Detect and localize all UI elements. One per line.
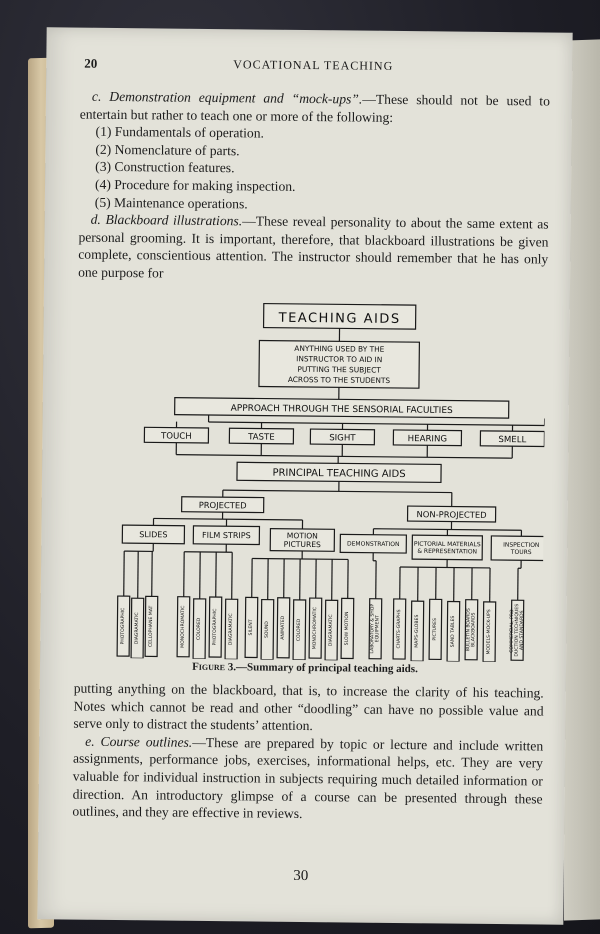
- leaf-label: EQUIPMENT: [375, 615, 381, 643]
- diagram-svg: [68, 296, 546, 663]
- leaf-label: MODELS-MOCK-UPS: [486, 609, 493, 655]
- sense-label: TASTE: [248, 432, 275, 443]
- connector-line: [176, 455, 512, 459]
- section-d-paragraph: [78, 211, 549, 286]
- header-page-number: 20: [84, 55, 98, 71]
- leaf-label: DIAGRAMATIC: [328, 614, 335, 647]
- leaf-label: DIAGRAMATIC: [134, 612, 141, 645]
- leaf-label: SLOW MOTION: [344, 611, 351, 646]
- leaf-label: PICTURES: [432, 618, 439, 641]
- footer-page-number: 30: [293, 867, 309, 885]
- leaf-label: COLORED: [196, 617, 203, 641]
- leaf-label: PHOTOGRAPHIC: [120, 607, 127, 645]
- continuation-paragraph: putting anything on the blackboard, that is, to increase the clarity of his teaching. Notes which cannot be read and other “doodling” can have no possible value and serve only to distract the students’ attention.: [73, 680, 544, 734]
- projected-group-label: PICTURES: [283, 539, 321, 550]
- connector-line: [400, 567, 490, 568]
- list-item: (1) Fundamentals of operation.: [95, 123, 265, 141]
- section-c-list: [79, 123, 550, 216]
- connector-line: [184, 552, 232, 553]
- leaf-label: [134, 612, 140, 644]
- section-c-heading: c. Demonstration equipment and “mock-ups”.: [91, 88, 363, 107]
- connector-line: [223, 490, 452, 492]
- sense-label: TOUCH: [160, 431, 192, 442]
- section-c-body: —These should not be used to entertain but rather to teach one or more of the following:: [79, 91, 551, 125]
- leaf-label: DUCTION TECHNIQUES: [514, 603, 521, 657]
- upper-text: [78, 88, 550, 286]
- projected-group-label: SLIDES: [139, 530, 168, 540]
- leaf-label: PHOTOGRAPHIC: [212, 608, 219, 646]
- section-d-body: —These reveal personality to about the same extent as personal grooming. It is important, therefore, that blackboard illustrations be given complete, conscientious attention. The instructor should remember that he has only one purpose for: [78, 213, 549, 281]
- section-d-heading: d. Blackboard illustrations.: [90, 211, 243, 229]
- figure-caption: [68, 660, 542, 677]
- projected-group-label: FILM STRIPS: [201, 530, 251, 541]
- running-head: [84, 56, 542, 81]
- diagram-title: TEACHING AIDS: [278, 310, 401, 327]
- projected-group-label: MOTION: [286, 531, 318, 541]
- leaf-label: BLACKBOARDS: [471, 612, 477, 648]
- leaf-label: CELLOPHANE MAT: [148, 605, 155, 648]
- leaf-label: COLORED: [296, 618, 303, 642]
- non-projected-group-label: TOURS: [510, 548, 532, 557]
- list-item: (5) Maintenance operations.: [94, 194, 248, 211]
- non-projected-group-label: PICTORIAL MATERIALS: [413, 540, 481, 549]
- figure-caption-text: —Summary of principal teaching aids.: [235, 661, 418, 676]
- definition-text: PUTTING THE SUBJECT: [297, 364, 381, 375]
- figure-label: Figure 3.: [192, 660, 237, 674]
- sense-label: HEARING: [407, 434, 448, 445]
- leaf-label: ANIMATED: [280, 615, 287, 640]
- connector-line: [154, 518, 303, 520]
- connector-line: [209, 422, 545, 426]
- sense-label: SIGHT: [329, 433, 356, 444]
- projected-label: PROJECTED: [198, 499, 247, 511]
- leaf-label: BULLETIN BOARDS: [466, 608, 472, 652]
- section-e-body: —These are prepared by topic or lecture and include written assignments, performance jobs, exercises, informational helps, etc. They are very valuable for individual instruction in subjects requiring much detailed information or direction. An introductory glimpse of a course can be presented through these outlines, and they are effective in reviews.: [72, 734, 544, 822]
- leaf-label: SILENT: [248, 619, 254, 636]
- definition-text: ANYTHING USED BY THE: [294, 343, 385, 354]
- non-projected-group-label: & REPRESENTATION: [417, 547, 478, 556]
- leaf-label: MONOCHROMATIC: [180, 605, 187, 648]
- leaf-label: MAPS-GLOBES: [414, 614, 421, 648]
- leaf-label: SAND TABLES: [450, 615, 457, 648]
- list-item: (4) Procedure for making inspection.: [94, 176, 296, 194]
- running-title: VOCATIONAL TEACHING: [233, 57, 394, 73]
- book-page: [37, 27, 572, 924]
- non-projected-group-label: DEMONSTRATION: [347, 540, 400, 549]
- teaching-aids-diagram: [68, 296, 546, 663]
- section-e-paragraph: [72, 732, 543, 825]
- non-projected-group-label: INSPECTION: [503, 541, 540, 549]
- principal-label: PRINCIPAL TEACHING AIDS: [272, 467, 406, 481]
- leaf-label: MONOCHROMATIC: [312, 606, 319, 650]
- leaf-label: LABORATORY & SHOP: [370, 603, 376, 654]
- section-e-heading: e. Course outlines.: [85, 733, 193, 750]
- leaf-label: SOUND: [264, 621, 270, 639]
- list-item: (2) Nomenclature of parts.: [95, 141, 240, 159]
- section-c-paragraph: [80, 88, 550, 128]
- approach-label: APPROACH THROUGH THE SENSORIAL FACULTIES: [230, 403, 453, 417]
- lower-text: [72, 680, 543, 826]
- sense-label: SMELL: [498, 435, 527, 446]
- definition-text: INSTRUCTOR TO AID IN: [296, 354, 383, 365]
- definition-text: ACROSS TO THE STUDENTS: [287, 375, 391, 386]
- leaf-label: CHARTS-GRAPHS: [396, 609, 403, 649]
- list-item: (3) Construction features.: [95, 159, 235, 176]
- non-projected-label: NON-PROJECTED: [416, 509, 487, 520]
- leaf-label: AND STANDARDS: [519, 610, 526, 651]
- leaf-label: COMMERCIAL, PRO-: [509, 607, 516, 653]
